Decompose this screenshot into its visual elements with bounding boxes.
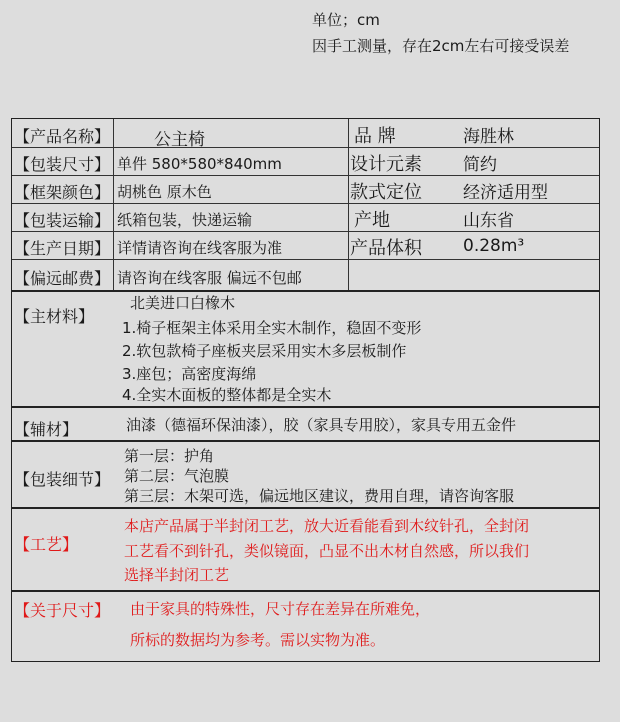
size-note-label: 【关于尺寸】 (14, 601, 111, 620)
spec-value-package-size: 单件 580*580*840mm (117, 155, 282, 173)
auxiliary-value: 油漆（德福环保油漆），胶（家具专用胶），家具专用五金件 (126, 416, 517, 434)
spec-label-production-date: 【生产日期】 (14, 239, 111, 258)
spec-value-product-name: 公主椅 (154, 130, 205, 150)
main-material-item: 1.椅子框架主体采用全实木制作，稳固不变形 (122, 319, 422, 337)
spec-label-design: 设计元素 (350, 154, 422, 175)
main-material-item: 3.座包；高密度海绵 (122, 365, 257, 383)
size-note-section (11, 590, 600, 662)
spec-label-shipping: 【包装运输】 (14, 211, 111, 230)
spec-value-production-date: 详情请咨询在线客服为准 (117, 239, 283, 257)
tolerance-note: 因手工测量，存在2cm左右可接受误差 (312, 37, 570, 55)
spec-value-brand: 海胜林 (463, 127, 514, 147)
spec-label-brand: 品 牌 (354, 126, 396, 147)
main-material-title: 北美进口白橡木 (130, 294, 236, 312)
packaging-item: 第一层：护角 (124, 447, 215, 465)
spec-label-product-name: 【产品名称】 (14, 127, 111, 146)
main-material-section (11, 290, 600, 408)
spec-value-style: 经济适用型 (463, 183, 548, 203)
spec-value-frame-color: 胡桃色 原木色 (117, 183, 212, 201)
spec-table (11, 118, 600, 292)
packaging-label: 【包装细节】 (14, 470, 111, 489)
auxiliary-section (11, 406, 600, 442)
craft-line: 工艺看不到针孔，类似镜面，凸显不出木材自然感，所以我们 (124, 542, 530, 560)
packaging-item: 第二层：气泡膜 (124, 467, 230, 485)
spec-label-volume: 产品体积 (350, 238, 422, 259)
spec-label-style: 款式定位 (350, 182, 422, 203)
packaging-section (11, 440, 600, 509)
spec-label-remote-shipping: 【偏远邮费】 (14, 269, 111, 288)
spec-value-remote-shipping: 请咨询在线客服 偏远不包邮 (117, 269, 302, 287)
spec-label-frame-color: 【框架颜色】 (14, 183, 111, 202)
spec-label-origin: 产地 (354, 210, 390, 231)
spec-value-shipping: 纸箱包装，快递运输 (117, 211, 253, 229)
main-material-item: 2.软包款椅子座板夹层采用实木多层板制作 (122, 342, 407, 360)
size-note-line: 由于家具的特殊性，尺寸存在差异在所难免， (130, 600, 431, 618)
unit-note: 单位；cm (312, 11, 380, 29)
spec-value-design: 简约 (463, 155, 497, 175)
spec-label-package-size: 【包装尺寸】 (14, 155, 111, 174)
main-material-item: 4.全实木面板的整体都是全实木 (122, 386, 332, 404)
craft-line: 本店产品属于半封闭工艺，放大近看能看到木纹针孔，全封闭 (124, 517, 530, 535)
spec-value-origin: 山东省 (463, 211, 514, 231)
main-material-label: 【主材料】 (14, 307, 95, 326)
size-note-line: 所标的数据均为参考。需以实物为准。 (130, 631, 386, 649)
craft-line: 选择半封闭工艺 (124, 566, 230, 584)
craft-label: 【工艺】 (14, 535, 79, 554)
packaging-item: 第三层：木架可选，偏远地区建议，费用自理，请咨询客服 (124, 487, 515, 505)
craft-section (11, 507, 600, 592)
spec-value-volume: 0.28m³ (463, 236, 525, 256)
auxiliary-label: 【辅材】 (14, 420, 79, 439)
